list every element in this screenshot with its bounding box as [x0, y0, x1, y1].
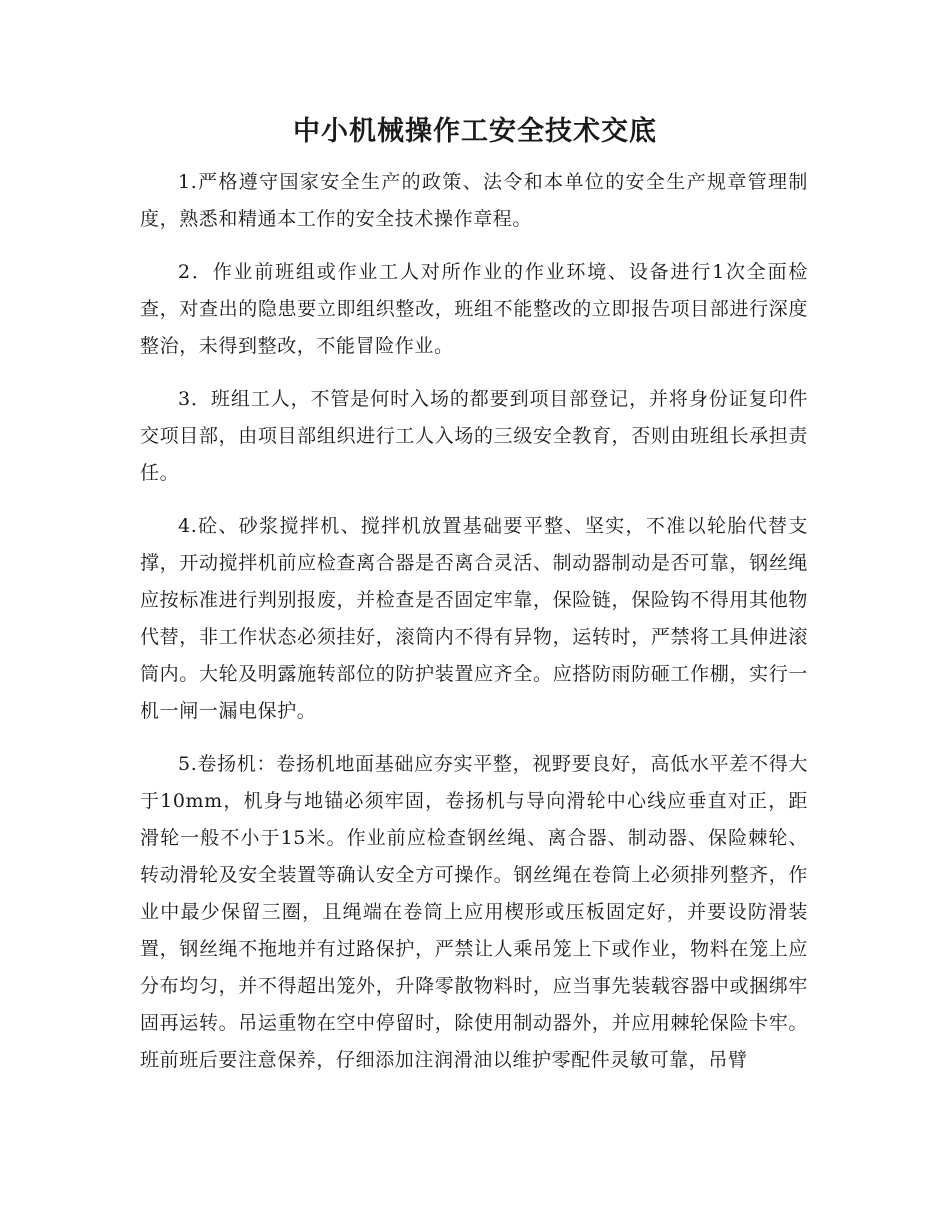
paragraph-4: 4.砼、砂浆搅拌机、搅拌机放置基础要平整、坚实，不准以轮胎代替支撑，开动搅拌机前应检查离合器是否离合灵活、制动器制动是否可靠，钢丝绳应按标准进行判别报废，并检查是否固定牢靠，保险链，保险钩不得用其他物代替，非工作状态必须挂好，滚筒内不得有异物，运转时，严禁将工具伸进滚筒内。大轮及明露施转部位的防护装置应齐全。应搭防雨防砸工作棚，实行一机一闸一漏电保护。 [140, 515, 808, 722]
paragraph-2: 2．作业前班组或作业工人对所作业的作业环境、设备进行1次全面检查，对查出的隐患要立即组织整改，班组不能整改的立即报告项目部进行深度整治，未得到整改，不能冒险作业。 [140, 261, 808, 357]
paragraph-3: 3．班组工人，不管是何时入场的都要到项目部登记，并将身份证复印件交项目部，由项目部组织进行工人入场的三级安全教育，否则由班组长承担责任。 [140, 388, 808, 484]
paragraph-1: 1.严格遵守国家安全生产的政策、法令和本单位的安全生产规章管理制度，熟悉和精通本工作的安全技术操作章程。 [140, 171, 808, 230]
document-title: 中小机械操作工安全技术交底 [293, 116, 657, 147]
paragraph-5: 5.卷扬机：卷扬机地面基础应夯实平整，视野要良好，高低水平差不得大于10mm，机身与地锚必须牢固，卷扬机与导向滑轮中心线应垂直对正，距滑轮一般不小于15米。作业前应检查钢丝绳、离合器、制动器、保险棘轮、转动滑轮及安全装置等确认安全方可操作。钢丝绳在卷筒上必须排列整齐，作业中最少保留三圈，且绳端在卷筒上应用楔形或压板固定好，并要设防滑装置，钢丝绳不拖地并有过路保护，严禁让人乘吊笼上下或作业，物料在笼上应分布均匀，并不得超出笼外，升降零散物料时，应当事先装载容器中或捆绑牢固再运转。吊运重物在空中停留时，除使用制动器外，并应用棘轮保险卡牢。班前班后要注意保养，仔细添加注润滑油以维护零配件灵敏可靠，吊臂 [140, 753, 808, 1071]
document-body [140, 164, 808, 1095]
